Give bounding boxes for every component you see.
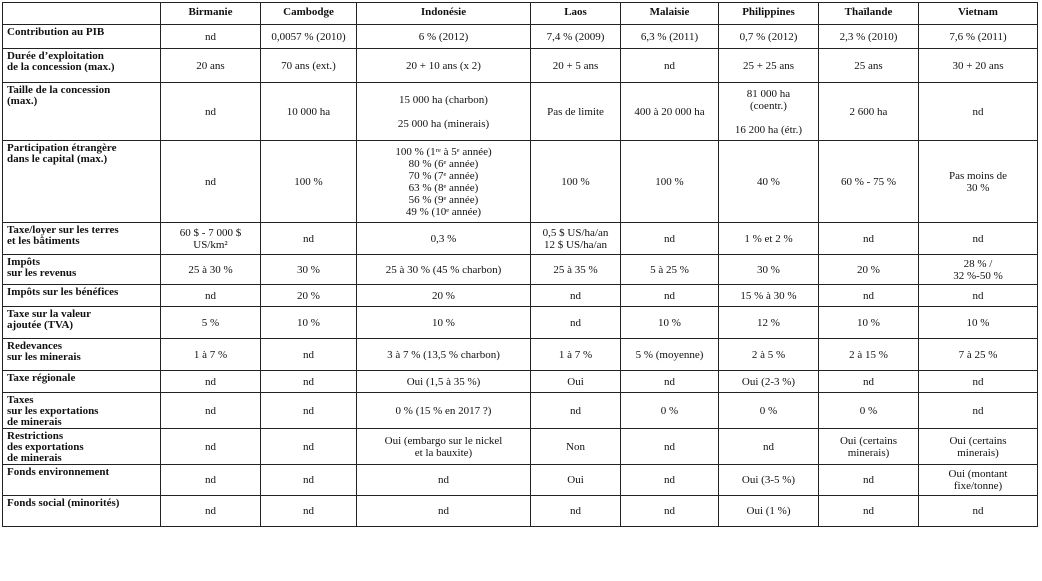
table-cell: 25 ans [819,49,919,83]
header-corner [3,3,161,25]
table-cell: nd [919,83,1038,141]
table-cell: 20 ans [161,49,261,83]
table-cell: 10 % [357,307,531,339]
table-cell: 0 % [621,393,719,429]
table-cell: nd [531,285,621,307]
table-cell: 0,7 % (2012) [719,25,819,49]
table-cell: nd [161,371,261,393]
table-cell: 10 000 ha [261,83,357,141]
header-vietnam: Vietnam [919,3,1038,25]
table-cell: 30 + 20 ans [919,49,1038,83]
table-cell: nd [919,285,1038,307]
table-cell: 1 à 7 % [531,339,621,371]
table-cell: nd [819,496,919,527]
table-cell: 1 à 7 % [161,339,261,371]
table-cell: 7,6 % (2011) [919,25,1038,49]
row-label: Fonds environnement [3,465,161,496]
table-cell: 2 600 ha [819,83,919,141]
table-cell: nd [161,429,261,465]
table-cell: 10 % [919,307,1038,339]
mining-fiscal-table [2,2,1038,527]
table-cell: 30 % [719,255,819,285]
table-cell: nd [261,339,357,371]
table-row [3,255,1038,285]
table-cell: 20 % [357,285,531,307]
table-cell: nd [819,285,919,307]
table-cell: 0,0057 % (2010) [261,25,357,49]
table-cell: nd [819,223,919,255]
table-cell: nd [621,49,719,83]
table-cell: Oui (2-3 %) [719,371,819,393]
table-row [3,371,1038,393]
table-cell: Oui (certains minerais) [919,429,1038,465]
table-cell: Oui (montant fixe/tonne) [919,465,1038,496]
table-body [3,25,1038,527]
row-label: Restrictions des exportations de minerais [3,429,161,465]
table-cell: 20 % [261,285,357,307]
header-laos: Laos [531,3,621,25]
table-cell: 7 à 25 % [919,339,1038,371]
table-cell: nd [621,429,719,465]
table-cell: nd [919,371,1038,393]
table-cell: 20 + 10 ans (x 2) [357,49,531,83]
table-cell: nd [161,496,261,527]
table-cell: nd [531,393,621,429]
table-cell: nd [261,371,357,393]
table-cell: Non [531,429,621,465]
table-cell: Oui (embargo sur le nickel et la bauxite) [357,429,531,465]
table-cell: nd [531,496,621,527]
table-cell: 60 $ - 7 000 $ US/km² [161,223,261,255]
table-cell: nd [621,285,719,307]
table-cell: nd [919,496,1038,527]
table-cell: nd [621,223,719,255]
row-label: Participation étrangère dans le capital (max.) [3,141,161,223]
table-cell: nd [819,371,919,393]
table-cell: 5 % (moyenne) [621,339,719,371]
table-cell: 25 + 25 ans [719,49,819,83]
table-row [3,393,1038,429]
table-cell: nd [161,141,261,223]
row-label: Durée d’exploitation de la concession (max.) [3,49,161,83]
table-cell: nd [819,465,919,496]
table-cell: 400 à 20 000 ha [621,83,719,141]
row-label: Redevances sur les minerais [3,339,161,371]
table-cell: 6,3 % (2011) [621,25,719,49]
table-cell: nd [919,223,1038,255]
table-cell: 20 + 5 ans [531,49,621,83]
table-cell: nd [719,429,819,465]
table-row [3,223,1038,255]
table-cell: 15 % à 30 % [719,285,819,307]
table-row [3,83,1038,141]
table-cell: 12 % [719,307,819,339]
table-cell: nd [621,371,719,393]
table-cell: nd [919,393,1038,429]
row-label: Taxe/loyer sur les terres et les bâtiments [3,223,161,255]
table-cell: nd [621,496,719,527]
table-cell: 70 ans (ext.) [261,49,357,83]
table-cell: 28 % / 32 %-50 % [919,255,1038,285]
table-cell: nd [161,465,261,496]
row-label: Taxe sur la valeur ajoutée (TVA) [3,307,161,339]
table-cell: 5 à 25 % [621,255,719,285]
table-cell: 2 à 5 % [719,339,819,371]
table-cell: 5 % [161,307,261,339]
table-cell: nd [161,393,261,429]
table-row [3,49,1038,83]
table-cell: 10 % [819,307,919,339]
row-label: Contribution au PIB [3,25,161,49]
table-cell: 60 % - 75 % [819,141,919,223]
table-cell: nd [161,25,261,49]
row-label: Taxe régionale [3,371,161,393]
table-cell: 20 % [819,255,919,285]
table-row [3,429,1038,465]
table-cell: 30 % [261,255,357,285]
row-label: Taille de la concession (max.) [3,83,161,141]
table-cell: 0 % (15 % en 2017 ?) [357,393,531,429]
table-cell: 100 % [621,141,719,223]
table-cell: 15 000 ha (charbon) 25 000 ha (minerais) [357,83,531,141]
table-cell: Oui (1 %) [719,496,819,527]
header-birmanie: Birmanie [161,3,261,25]
table-cell: Pas de limite [531,83,621,141]
table-cell: Pas moins de 30 % [919,141,1038,223]
table-cell: 100 % [531,141,621,223]
row-label: Impôts sur les revenus [3,255,161,285]
row-label: Impôts sur les bénéfices [3,285,161,307]
table-cell: nd [261,496,357,527]
table-cell: 81 000 ha (coentr.) 16 200 ha (étr.) [719,83,819,141]
row-label: Taxes sur les exportations de minerais [3,393,161,429]
table-row [3,25,1038,49]
table-row [3,339,1038,371]
table-cell: 40 % [719,141,819,223]
table-row [3,465,1038,496]
table-cell: 25 à 35 % [531,255,621,285]
table-cell: nd [261,429,357,465]
table-cell: Oui [531,371,621,393]
table-cell: 10 % [621,307,719,339]
table-cell: Oui (1,5 à 35 %) [357,371,531,393]
table-cell: Oui [531,465,621,496]
table-cell: 2,3 % (2010) [819,25,919,49]
header-indonesie: Indonésie [357,3,531,25]
table-cell: nd [531,307,621,339]
table-cell: 3 à 7 % (13,5 % charbon) [357,339,531,371]
table-cell: 0,5 $ US/ha/an 12 $ US/ha/an [531,223,621,255]
table-cell: Oui (certains minerais) [819,429,919,465]
table-cell: 7,4 % (2009) [531,25,621,49]
table-cell: 2 à 15 % [819,339,919,371]
table-cell: nd [357,496,531,527]
header-cambodge: Cambodge [261,3,357,25]
table-row [3,307,1038,339]
row-label: Fonds social (minorités) [3,496,161,527]
table-cell: nd [161,83,261,141]
table-cell: nd [261,465,357,496]
header-row [3,3,1038,25]
header-malaisie: Malaisie [621,3,719,25]
table-cell: nd [621,465,719,496]
table-cell: nd [357,465,531,496]
table-cell: 0,3 % [357,223,531,255]
table-cell: 0 % [819,393,919,429]
table-cell: 25 à 30 % [161,255,261,285]
table-cell: Oui (3-5 %) [719,465,819,496]
table-row [3,496,1038,527]
table-cell: nd [261,223,357,255]
table-cell: 1 % et 2 % [719,223,819,255]
header-thailande: Thaïlande [819,3,919,25]
table-row [3,285,1038,307]
header-philippines: Philippines [719,3,819,25]
table-row [3,141,1038,223]
table-cell: nd [161,285,261,307]
table-cell: 100 % [261,141,357,223]
table-cell: 25 à 30 % (45 % charbon) [357,255,531,285]
table-cell: 100 % (1ʳᵉ à 5ᵉ année) 80 % (6ᵉ année) 70 % (7ᵉ année) 63 % (8ᵉ année) 56 % (9ᵉ année) 49 % (10ᵉ année) [357,141,531,223]
table-cell: 0 % [719,393,819,429]
table-cell: nd [261,393,357,429]
table-cell: 10 % [261,307,357,339]
table-cell: 6 % (2012) [357,25,531,49]
